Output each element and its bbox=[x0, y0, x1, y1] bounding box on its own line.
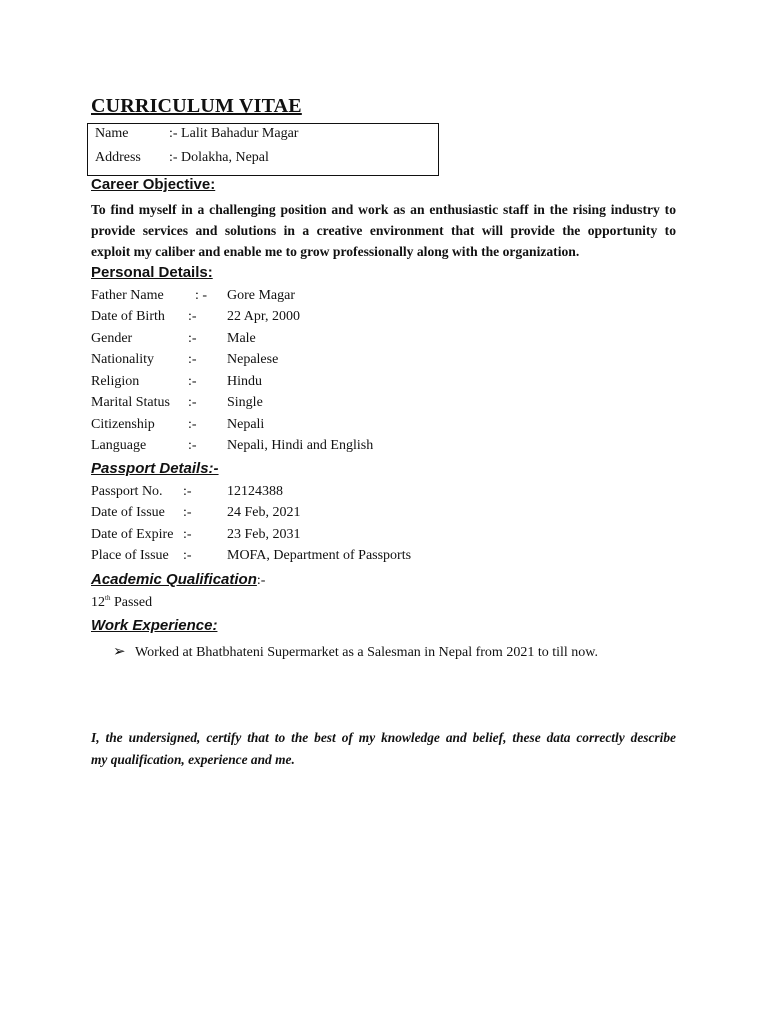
passport-label: Place of Issue bbox=[91, 548, 169, 563]
detail-value: Hindu bbox=[227, 374, 262, 389]
work-experience-text: Worked at Bhatbhateni Supermarket as a Salesman in Nepal from 2021 to till now. bbox=[135, 645, 598, 660]
declaration-text bbox=[91, 727, 676, 771]
passport-value: 12124388 bbox=[227, 484, 283, 499]
passport-value: 23 Feb, 2031 bbox=[227, 527, 301, 542]
passport-separator: :- bbox=[183, 548, 192, 563]
career-objective-text bbox=[91, 199, 676, 262]
detail-separator: :- bbox=[188, 438, 197, 453]
work-experience-item bbox=[113, 642, 598, 661]
career-objective-heading: Career Objective: bbox=[91, 176, 216, 193]
identity-value: :- Lalit Bahadur Magar bbox=[169, 126, 299, 141]
academic-qualification-text bbox=[91, 594, 152, 611]
passport-label: Date of Issue bbox=[91, 505, 165, 520]
academic-qualification-heading: Academic Qualification:- bbox=[91, 571, 266, 588]
detail-separator: :- bbox=[188, 309, 197, 324]
document-title: CURRICULUM VITAE bbox=[91, 95, 302, 117]
detail-value: 22 Apr, 2000 bbox=[227, 309, 300, 324]
detail-value: Gore Magar bbox=[227, 288, 296, 303]
detail-separator: : - bbox=[195, 288, 208, 303]
passport-separator: :- bbox=[183, 505, 192, 520]
passport-value: 24 Feb, 2021 bbox=[227, 505, 301, 520]
declaration-line: my qualification, experience and me. bbox=[91, 752, 295, 767]
detail-value: Nepalese bbox=[227, 352, 279, 367]
detail-value: Nepali, Hindi and English bbox=[227, 438, 374, 453]
passport-value: MOFA, Department of Passports bbox=[227, 548, 412, 563]
identity-box bbox=[87, 123, 439, 176]
detail-label: Citizenship bbox=[91, 417, 155, 432]
passport-label: Date of Expire bbox=[91, 527, 174, 542]
detail-label: Language bbox=[91, 438, 147, 453]
passport-separator: :- bbox=[183, 484, 192, 499]
detail-value: Single bbox=[227, 395, 263, 410]
objective-line: To find myself in a challenging position and work as an enthusiastic staff in the rising industry to bbox=[91, 202, 676, 217]
work-experience-heading: Work Experience: bbox=[91, 617, 218, 634]
detail-separator: :- bbox=[188, 417, 197, 432]
passport-separator: :- bbox=[183, 527, 192, 542]
passport-label: Passport No. bbox=[91, 484, 163, 499]
grade-ordinal: th bbox=[105, 594, 111, 602]
passport-details-heading: Passport Details:- bbox=[91, 460, 219, 477]
detail-value: Nepali bbox=[227, 417, 265, 432]
detail-value: Male bbox=[227, 331, 256, 346]
objective-line: exploit my caliber and enable me to grow professionally along with the organization. bbox=[91, 244, 580, 259]
identity-label: Name bbox=[95, 126, 129, 141]
identity-label: Address bbox=[95, 150, 141, 165]
detail-label: Gender bbox=[91, 331, 133, 346]
grade-status: Passed bbox=[110, 595, 153, 610]
declaration-line: I, the undersigned, certify that to the best of my knowledge and belief, these data correctly describe bbox=[91, 730, 676, 745]
detail-label: Religion bbox=[91, 374, 140, 389]
detail-label: Father Name bbox=[91, 288, 164, 303]
arrow-bullet-icon: ➢ bbox=[113, 642, 126, 660]
detail-label: Marital Status bbox=[91, 395, 170, 410]
personal-details-heading: Personal Details: bbox=[91, 264, 213, 281]
grade-number: 12 bbox=[91, 595, 105, 610]
objective-line: provide services and solutions in a creative environment that will provide the opportunity to bbox=[91, 223, 676, 238]
detail-separator: :- bbox=[188, 352, 197, 367]
detail-separator: :- bbox=[188, 395, 197, 410]
identity-value: :- Dolakha, Nepal bbox=[169, 150, 269, 165]
identity-row-address bbox=[95, 150, 269, 166]
detail-label: Date of Birth bbox=[91, 309, 165, 324]
detail-label: Nationality bbox=[91, 352, 154, 367]
identity-row-name bbox=[95, 126, 298, 142]
detail-separator: :- bbox=[188, 331, 197, 346]
detail-separator: :- bbox=[188, 374, 197, 389]
